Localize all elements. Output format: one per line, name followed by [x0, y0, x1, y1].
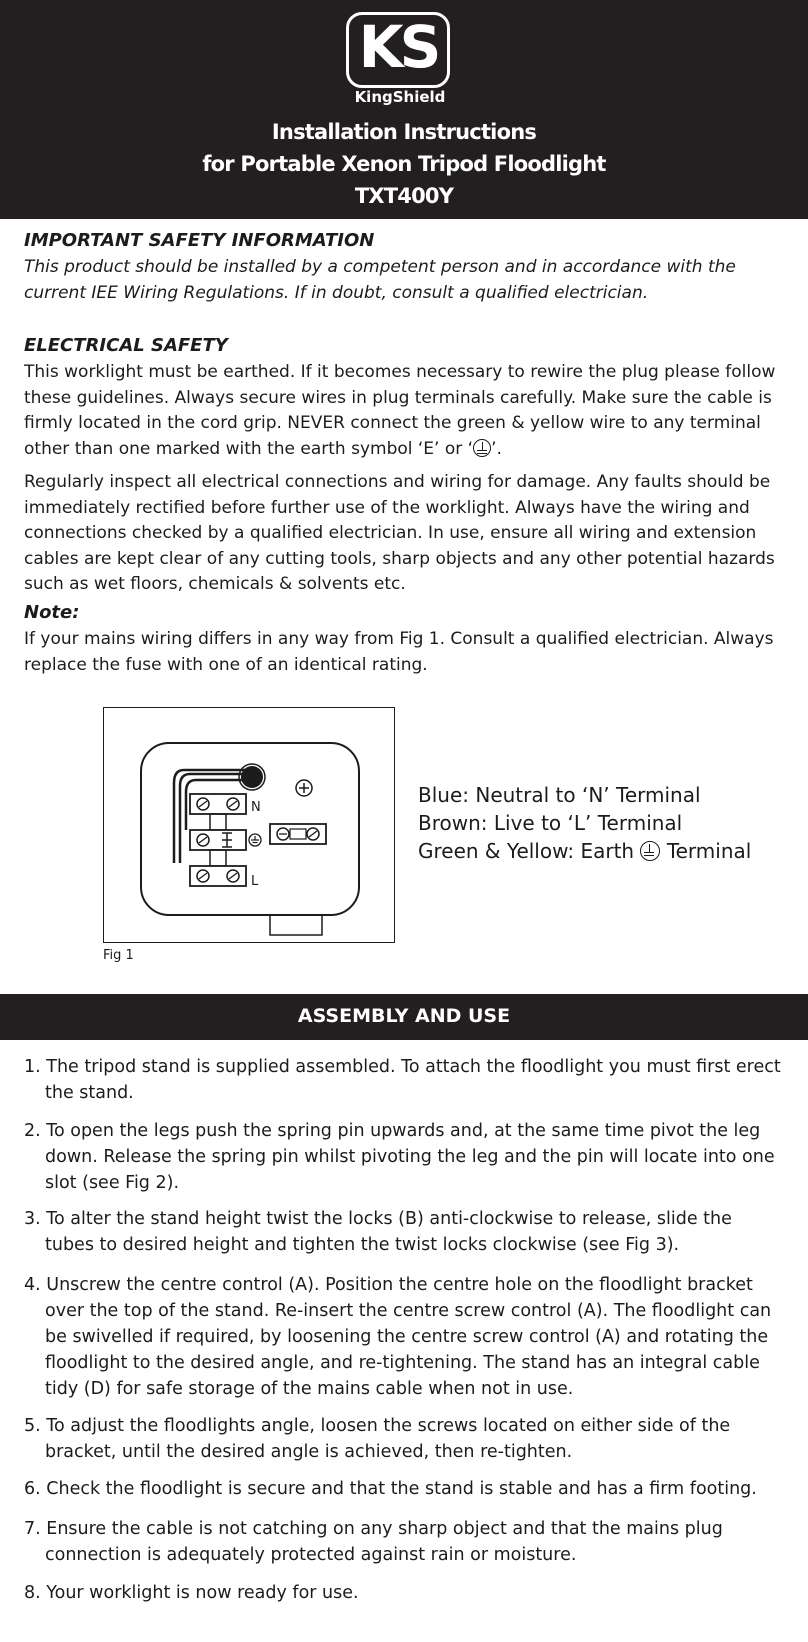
neutral-terminal: [190, 794, 246, 814]
title-line-2: for Portable Xenon Tripod Floodlight: [202, 152, 606, 176]
figure-caption: Fig 1: [103, 948, 134, 963]
assembly-step-4: 4. Unscrew the centre control (A). Position the centre hole on the floodlight bracket over the top of the stand. Re-insert the centre screw control (A). The floodlight can be swivelled if required, by loosening the centre screw control (A) and rotating the floodlight to the desired angle, and re-tightening. The stand has an integral cable tidy (D) for safe storage of the mains cable when not in use.: [24, 1275, 772, 1399]
assembly-step-7: 7. Ensure the cable is not catching on any sharp object and that the mains plug connection is adequately protected against rain or moisture.: [24, 1519, 723, 1565]
cord-grip-base: [270, 915, 322, 935]
page-header: [0, 0, 808, 219]
assembly-step-5: 5. To adjust the floodlights angle, loosen the screws located on either side of the bracket, until the desired angle is achieved, then re-tighten.: [24, 1416, 731, 1462]
assembly-heading: ASSEMBLY AND USE: [297, 1005, 511, 1027]
earth-symbol-icon: [473, 439, 491, 457]
plug-diagram-svg: [104, 708, 393, 941]
assembly-step-6: 6. Check the floodlight is secure and that the stand is stable and has a firm footing.: [24, 1479, 757, 1499]
electrical-paragraph-1-end: ’.: [491, 438, 502, 459]
earth-terminal: [190, 830, 246, 850]
safety-body: This product should be installed by a competent person and in accordance with the current IEE Wiring Regulations. If in doubt, consult a qualified electrician.: [24, 257, 736, 303]
kingshield-logo: [346, 12, 450, 88]
label-l: L: [251, 874, 259, 889]
electrical-paragraph-1: [24, 360, 794, 462]
plug-wiring-diagram: [103, 707, 395, 943]
live-terminal: [190, 866, 246, 886]
logo-brand-name: KingShield: [354, 88, 446, 106]
assembly-step-3: 3. To alter the stand height twist the locks (B) anti-clockwise to release, slide the tubes to desired height and tighten the twist locks clockwise (see Fig 3).: [24, 1209, 732, 1255]
assembly-section-bar: [0, 994, 808, 1040]
legend-green-prefix: Green & Yellow: Earth: [418, 839, 635, 863]
note-heading: Note:: [24, 602, 80, 623]
fuse-holder: [270, 824, 326, 844]
model-number: TXT400Y: [354, 184, 454, 208]
electrical-paragraph-2: Regularly inspect all electrical connections and wiring for damage. Any faults should be immediately rectified before further use of the worklight. Always have the wiring and connections checked by a qualified electrician. In use, ensure all wiring and extension cables are kept clear of any cutting tools, sharp objects and any other potential hazards such as wet floors, chemicals & solvents etc.: [24, 472, 775, 594]
legend-green: [418, 839, 751, 863]
safety-heading: IMPORTANT SAFETY INFORMATION: [24, 230, 375, 251]
note-body: If your mains wiring differs in any way from Fig 1. Consult a qualified electrician. Always replace the fuse with one of an identical rating.: [24, 629, 774, 675]
electrical-heading: ELECTRICAL SAFETY: [24, 335, 228, 356]
logo-letters: KS: [358, 13, 438, 81]
label-n: N: [251, 800, 261, 815]
title-line-1: Installation Instructions: [271, 120, 537, 144]
legend-blue: Blue: Neutral to ‘N’ Terminal: [418, 783, 701, 807]
legend-brown: Brown: Live to ‘L’ Terminal: [418, 811, 683, 835]
assembly-step-8: 8. Your worklight is now ready for use.: [24, 1583, 359, 1603]
legend-earth-icon: [640, 841, 660, 861]
assembly-step-1: 1. The tripod stand is supplied assembled. To attach the floodlight you must first erect the stand.: [24, 1057, 781, 1103]
legend-green-suffix: Terminal: [666, 839, 752, 863]
electrical-paragraph-1-text: This worklight must be earthed. If it becomes necessary to rewire the plug please follow these guidelines. Always secure wires in plug terminals carefully. Make sure the cable is firmly located in the cord grip. NEVER connect the green & yellow wire to any terminal other than one marked with the earth symbol ‘E’ or ‘: [24, 362, 776, 459]
assembly-step-2: 2. To open the legs push the spring pin upwards and, at the same time pivot the leg down. Release the spring pin whilst pivoting the leg and the pin will locate into one slot (see Fig 2).: [24, 1121, 775, 1193]
